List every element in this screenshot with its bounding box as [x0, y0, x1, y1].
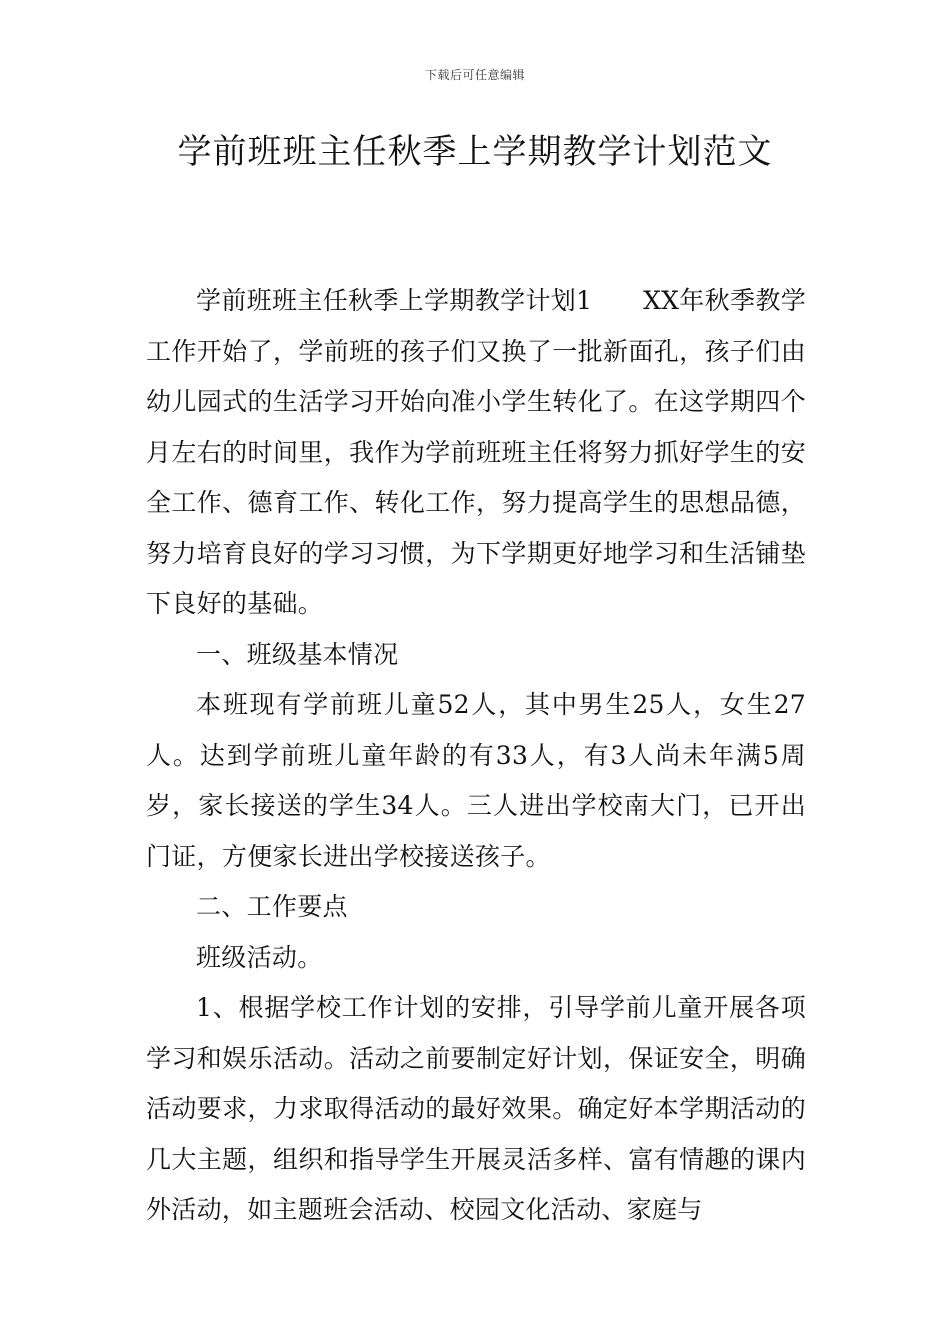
paragraph-activities-1: 1、根据学校工作计划的安排，引导学前儿童开展各项学习和娱乐活动。活动之前要制定好计划，保证安全，明确活动要求，力求取得活动的最好效果。确定好本学期活动的几大主题，组织和指导学生开展灵活多样、富有情趣的课内外活动，如主题班会活动、校园文化活动、家庭与 — [146, 993, 806, 1224]
document-body — [146, 276, 806, 1236]
section-heading-work-points: 二、工作要点 — [196, 892, 348, 921]
paragraph-intro: 学前班班主任秋季上学期教学计划1 XX年秋季教学工作开始了，学前班的孩子们又换了一批新面孔，孩子们由幼儿园式的生活学习开始向准小学生转化了。在这学期四个月左右的时间里，我作为学前班班主任将努力抓好学生的安全工作、德育工作、转化工作，努力提高学生的思想品德，努力培育良好的学习习惯，为下学期更好地学习和生活铺垫下良好的基础。 — [146, 286, 806, 618]
document-title: 学前班班主任秋季上学期教学计划范文 — [177, 132, 773, 172]
section-heading-class-info: 一、班级基本情况 — [196, 639, 399, 669]
paragraph-class-info: 本班现有学前班儿童52人，其中男生25人，女生27人。达到学前班儿童年龄的有33人，有3人尚未年满5周岁，家长接送的学生34人。三人进出学校南大门，已开出门证，方便家长进出学校接送孩子。 — [146, 690, 806, 871]
subheading-class-activities: 班级活动。 — [196, 942, 323, 972]
header-note: 下载后可任意编辑 — [424, 68, 525, 82]
